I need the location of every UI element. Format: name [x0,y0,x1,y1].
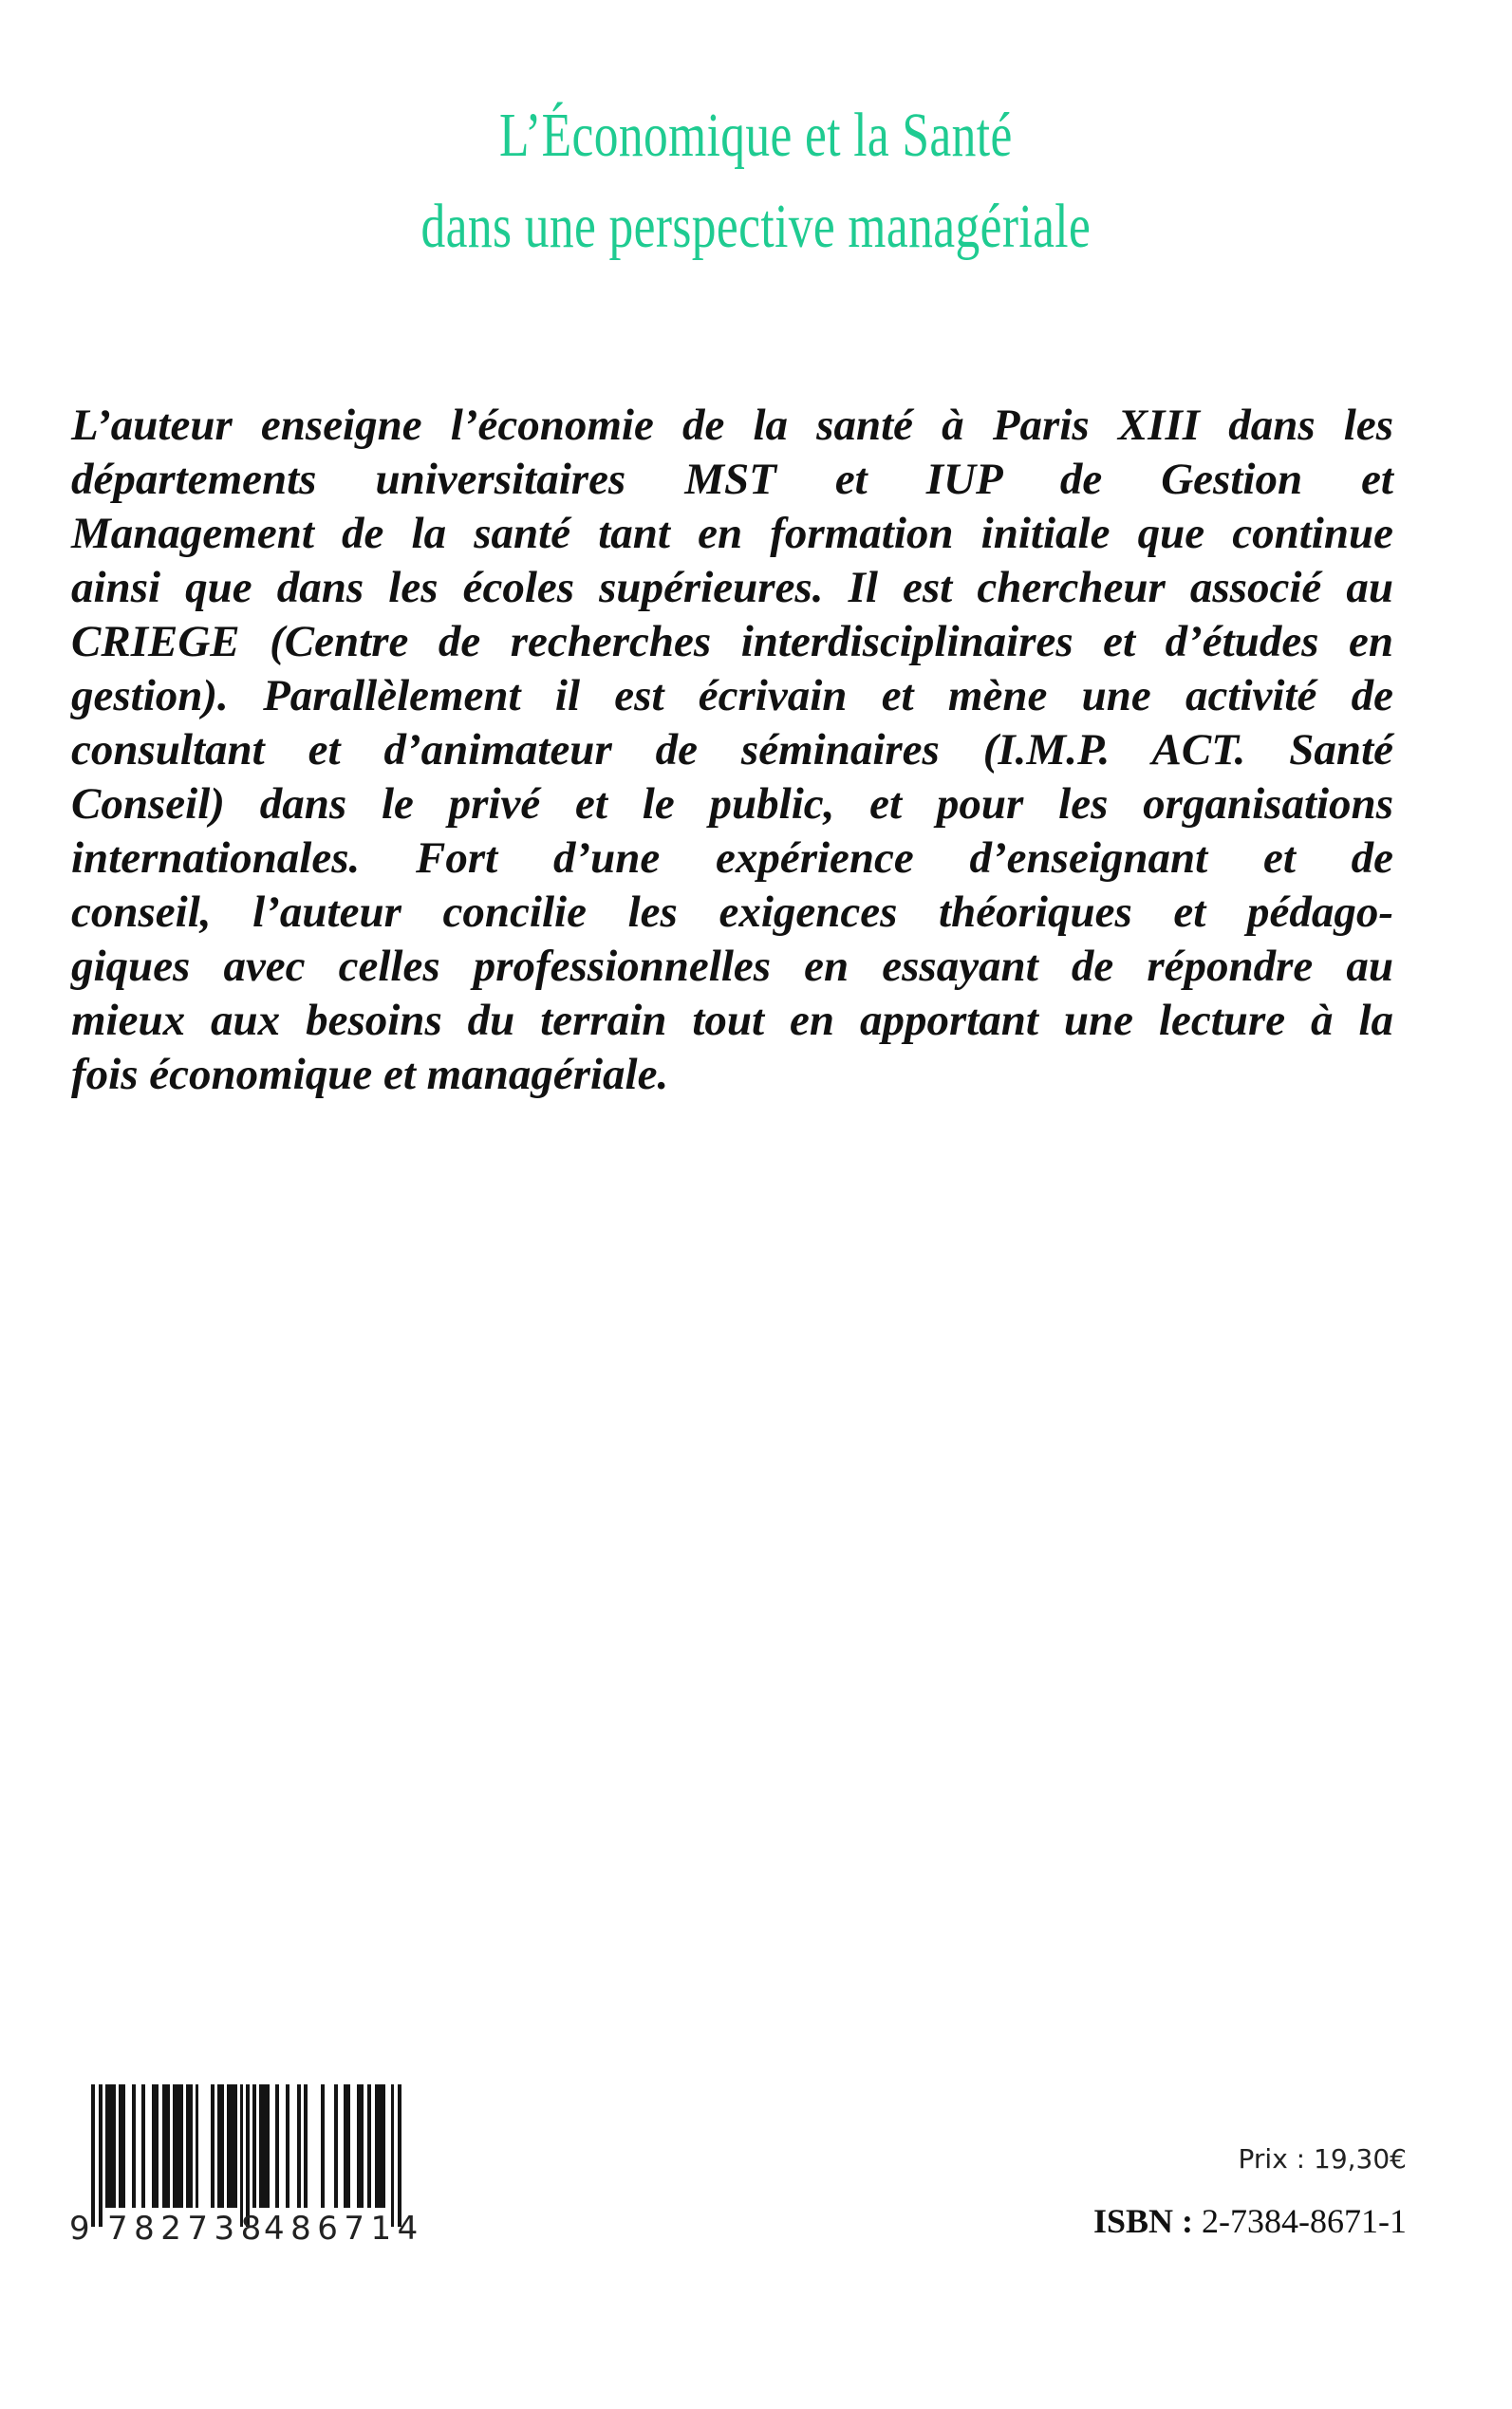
isbn-value: 2-7384-8671-1 [1202,2202,1407,2240]
book-title-line-2: dans une perspective managériale [420,192,1092,261]
bio-line: départements universitaires MST et IUP de Gestion et [71,455,1393,504]
barcode-digit-first: 9 [69,2210,90,2248]
barcode-digit-group-1: 782738 [107,2210,268,2248]
bio-line: giques avec celles professionnelles en essayant de répondre au [71,942,1393,991]
bio-line: CRIEGE (Centre de recherches interdisciplinaires et d’études en [71,617,1393,666]
bio-line: fois économique et managériale. [71,1050,669,1099]
bio-line: conseil, l’auteur concilie les exigences théoriques et pédago- [71,887,1393,937]
bio-line: Conseil) dans le privé et le public, et pour les organisations [71,779,1393,829]
author-biography [71,399,1393,1102]
book-title-line-1: L’Économique et la Santé [499,101,1013,170]
bio-line: gestion). Parallèlement il est écrivain et mène une activité de [71,671,1393,720]
bio-line: ainsi que dans les écoles supérieures. Il est chercheur associé au [71,563,1393,612]
bio-line: internationales. Fort d’une expérience d’enseignant et de [71,833,1393,883]
barcode-digit-group-2: 486714 [264,2210,424,2248]
bio-line: L’auteur enseigne l’économie de la santé à Paris XIII dans les [71,401,1393,450]
isbn-line [1093,2200,1407,2242]
bio-line: consultant et d’animateur de séminaires (I.M.P. ACT. Santé [71,725,1393,775]
bio-line: mieux aux besoins du terrain tout en apportant une lecture à la [71,996,1393,1045]
bio-line: Management de la santé tant en formation initiale que continue [71,509,1393,558]
isbn-label: ISBN : [1093,2202,1194,2240]
barcode-digits [69,2210,430,2248]
price-label: Prix : 19,30€ [1238,2143,1407,2175]
